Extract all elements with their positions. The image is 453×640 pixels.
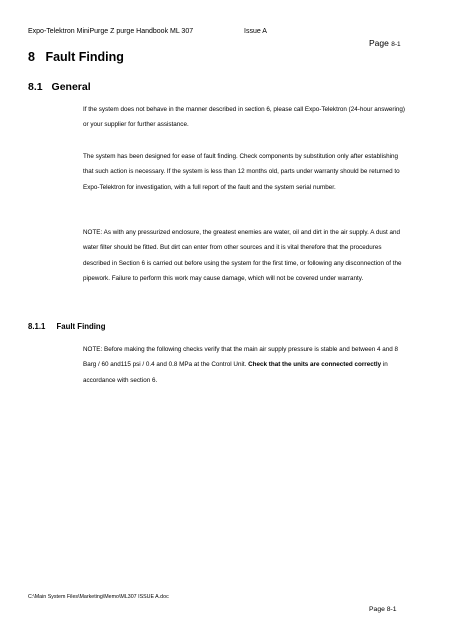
paragraph-support: If the system does not behave in the manner described in section 6, please call Expo-Telektron (24-hour answering) or your supplier for further assistance. bbox=[83, 106, 406, 129]
header-page bbox=[369, 38, 401, 48]
header-title: Expo-Telektron MiniPurge Z purge Handbook ML 307 bbox=[28, 28, 194, 35]
note2-tail: in accordance with section 6. bbox=[83, 361, 388, 384]
header-page-label: Page bbox=[369, 38, 389, 48]
section-heading bbox=[28, 50, 124, 64]
paragraph-design: The system has been designed for ease of fault finding. Check components by substitution only after establishing that such action is necessary. If the system is less than 12 months old, parts under warranty should be returned to Expo-Telektron for investigation, with a full report of the fault and the system serial number. bbox=[83, 153, 400, 191]
subsubsection-number: 8.1.1 bbox=[28, 322, 46, 331]
subsection-heading bbox=[28, 81, 91, 93]
subsection-title: General bbox=[51, 81, 91, 93]
section-title: Fault Finding bbox=[45, 50, 124, 64]
footer-path: C:\Main System Files\Marketing\Memo\ML307 ISSUE A.doc bbox=[28, 594, 169, 600]
subsubsection-heading bbox=[28, 322, 105, 331]
subsection-number: 8.1 bbox=[28, 81, 43, 93]
footer-page: Page 8-1 bbox=[369, 606, 397, 613]
subsubsection-title: Fault Finding bbox=[56, 322, 106, 331]
paragraph-note2 bbox=[83, 342, 408, 388]
note2-text: NOTE: Before making the following checks verify that the main air supply pressure is stable and between 4 and 8 Barg / 60 and115 psi / 0.4 and 0.8 MPa at the Control Unit. bbox=[83, 346, 399, 369]
section-number: 8 bbox=[28, 50, 35, 64]
note2-bold: Check that the units are connected correctly bbox=[248, 361, 382, 369]
paragraph-note: NOTE: As with any pressurized enclosure, the greatest enemies are water, oil and dirt in the air supply. A dust and water filter should be fitted. But dirt can enter from other sources and it is vital therefore that the procedures described in Section 6 is carried out before using the system for the first time, or following any disconnection of the pipework. Failure to perform this work may cause damage, which will not be covered under warranty. bbox=[83, 229, 402, 282]
header-issue: Issue A bbox=[244, 28, 267, 35]
header-page-number: 8-1 bbox=[391, 41, 401, 48]
